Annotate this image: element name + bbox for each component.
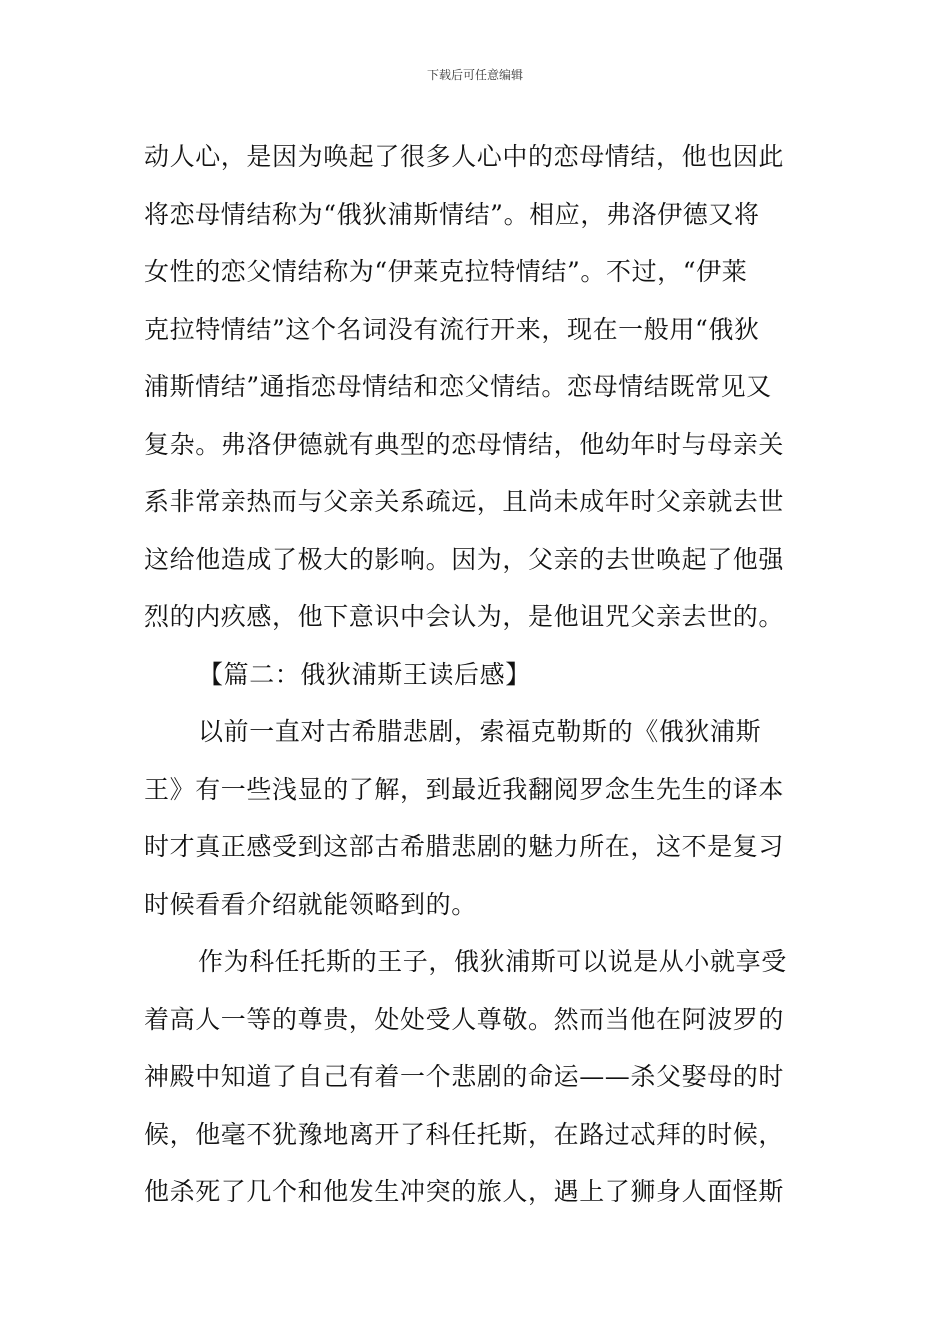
text-line: 他杀死了几个和他发生冲突的旅人，遇上了狮身人面怪斯 xyxy=(144,1177,785,1206)
text-line: 着高人一等的尊贵，处处受人尊敬。然而当他在阿波罗的 xyxy=(144,1004,785,1034)
text-line: 复杂。弗洛伊德就有典型的恋母情结，他幼年时与母亲关 xyxy=(144,429,785,459)
text-line: 女性的恋父情结称为“伊莱克拉特情结”。不过，“伊莱 xyxy=(144,257,748,286)
text-line: 时候看看介绍就能领略到的。 xyxy=(144,889,477,919)
text-line: 动人心，是因为唤起了很多人心中的恋母情结，他也因此 xyxy=(144,142,785,171)
document-body xyxy=(144,128,808,1221)
section-heading: 【篇二：俄狄浦斯王读后感】 xyxy=(198,659,531,689)
text-line: 这给他造成了极大的影响。因为，父亲的去世唤起了他强 xyxy=(144,544,785,574)
text-line: 时才真正感受到这部古希腊悲剧的魅力所在，这不是复习 xyxy=(144,832,785,861)
text-line: 浦斯情结”通指恋母情结和恋父情结。恋母情结既常见又 xyxy=(144,372,772,401)
text-line: 系非常亲热而与父亲关系疏远，且尚未成年时父亲就去世 xyxy=(144,487,785,516)
text-line: 克拉特情结”这个名词没有流行开来，现在一般用“俄狄 xyxy=(144,314,760,344)
paragraph-first-line: 以前一直对古希腊悲剧，索福克勒斯的《俄狄浦斯 xyxy=(198,717,762,746)
page-header-note: 下载后可任意编辑 xyxy=(426,68,523,82)
paragraph-first-line: 作为科任托斯的王子，俄狄浦斯可以说是从小就享受 xyxy=(198,947,787,976)
text-line: 神殿中知道了自己有着一个悲剧的命运——杀父娶母的时 xyxy=(144,1062,785,1091)
text-line: 候，他毫不犹豫地离开了科任托斯，在路过忒拜的时候， xyxy=(144,1119,785,1149)
text-line: 烈的内疚感，他下意识中会认为，是他诅咒父亲去世的。 xyxy=(144,602,785,631)
text-line: 王》有一些浅显的了解，到最近我翻阅罗念生先生的译本 xyxy=(144,774,785,804)
text-line: 将恋母情结称为“俄狄浦斯情结”。相应，弗洛伊德又将 xyxy=(144,199,760,229)
